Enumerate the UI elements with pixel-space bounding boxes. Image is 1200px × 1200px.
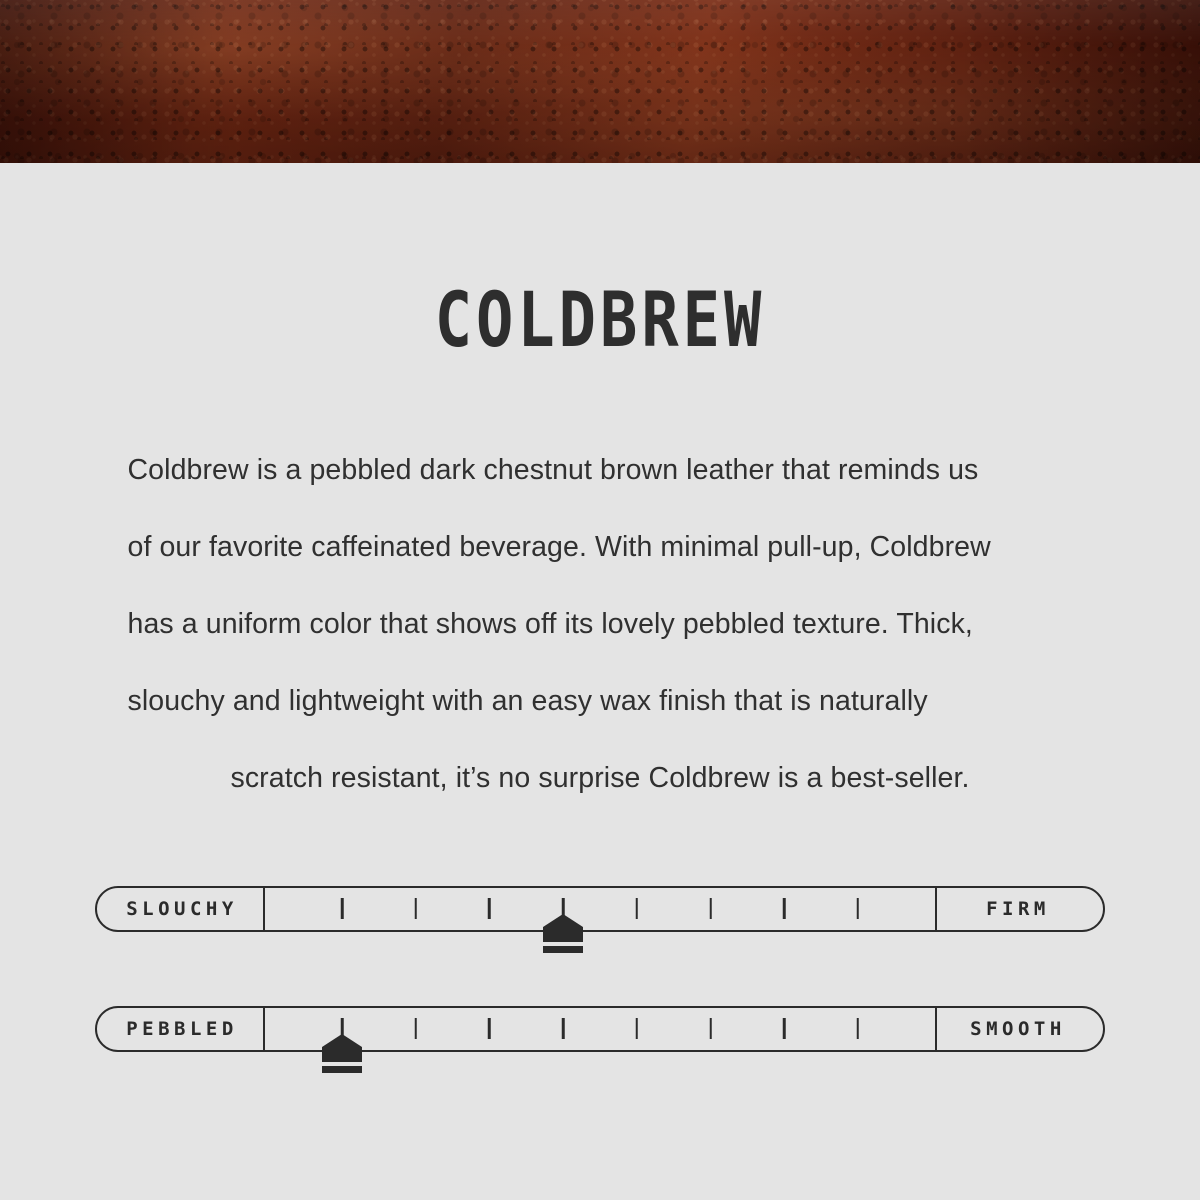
tick-mark (857, 1018, 860, 1039)
tick-mark (415, 1018, 418, 1039)
tick-mark (783, 898, 786, 919)
handle-base-bar (322, 1066, 362, 1073)
slider-firmness-right-label: FIRM (935, 888, 1103, 930)
slider-texture[interactable] (95, 1006, 1105, 1052)
leather-sheen-overlay (0, 0, 1200, 163)
tick-mark (857, 898, 860, 919)
leather-swatch-image (0, 0, 1200, 163)
slider-firmness-track[interactable] (265, 888, 935, 930)
tick-mark (488, 1018, 491, 1039)
description-line: slouchy and lightweight with an easy wax finish that is naturally (127, 685, 928, 717)
tick-mark (636, 1018, 639, 1039)
slider-texture-left-label: PEBBLED (97, 1008, 265, 1050)
description-line: scratch resistant, it’s no surprise Coldbrew is a best-seller. (230, 762, 970, 794)
attribute-scales (0, 886, 1200, 1052)
tick-mark (488, 898, 491, 919)
tick-mark (709, 898, 712, 919)
description-line: has a uniform color that shows off its lovely pebbled texture. Thick, (127, 608, 973, 640)
description-line: Coldbrew is a pebbled dark chestnut brown leather that reminds us (127, 454, 979, 486)
pentagon-marker-icon (322, 1034, 362, 1062)
slider-firmness[interactable] (95, 886, 1105, 932)
pentagon-marker-icon (543, 914, 583, 942)
slider-texture-track[interactable] (265, 1008, 935, 1050)
tick-mark (562, 1018, 565, 1039)
handle-base-bar (543, 946, 583, 953)
tick-mark (709, 1018, 712, 1039)
tick-mark (341, 898, 344, 919)
tick-mark (415, 898, 418, 919)
tick-mark (783, 1018, 786, 1039)
tick-mark (636, 898, 639, 919)
description-text (128, 432, 1073, 817)
description-line: of our favorite caffeinated beverage. With minimal pull-up, Coldbrew (127, 531, 991, 563)
page-title: COLDBREW (434, 275, 766, 365)
slider-texture-right-label: SMOOTH (935, 1008, 1103, 1050)
slider-firmness-left-label: SLOUCHY (97, 888, 265, 930)
